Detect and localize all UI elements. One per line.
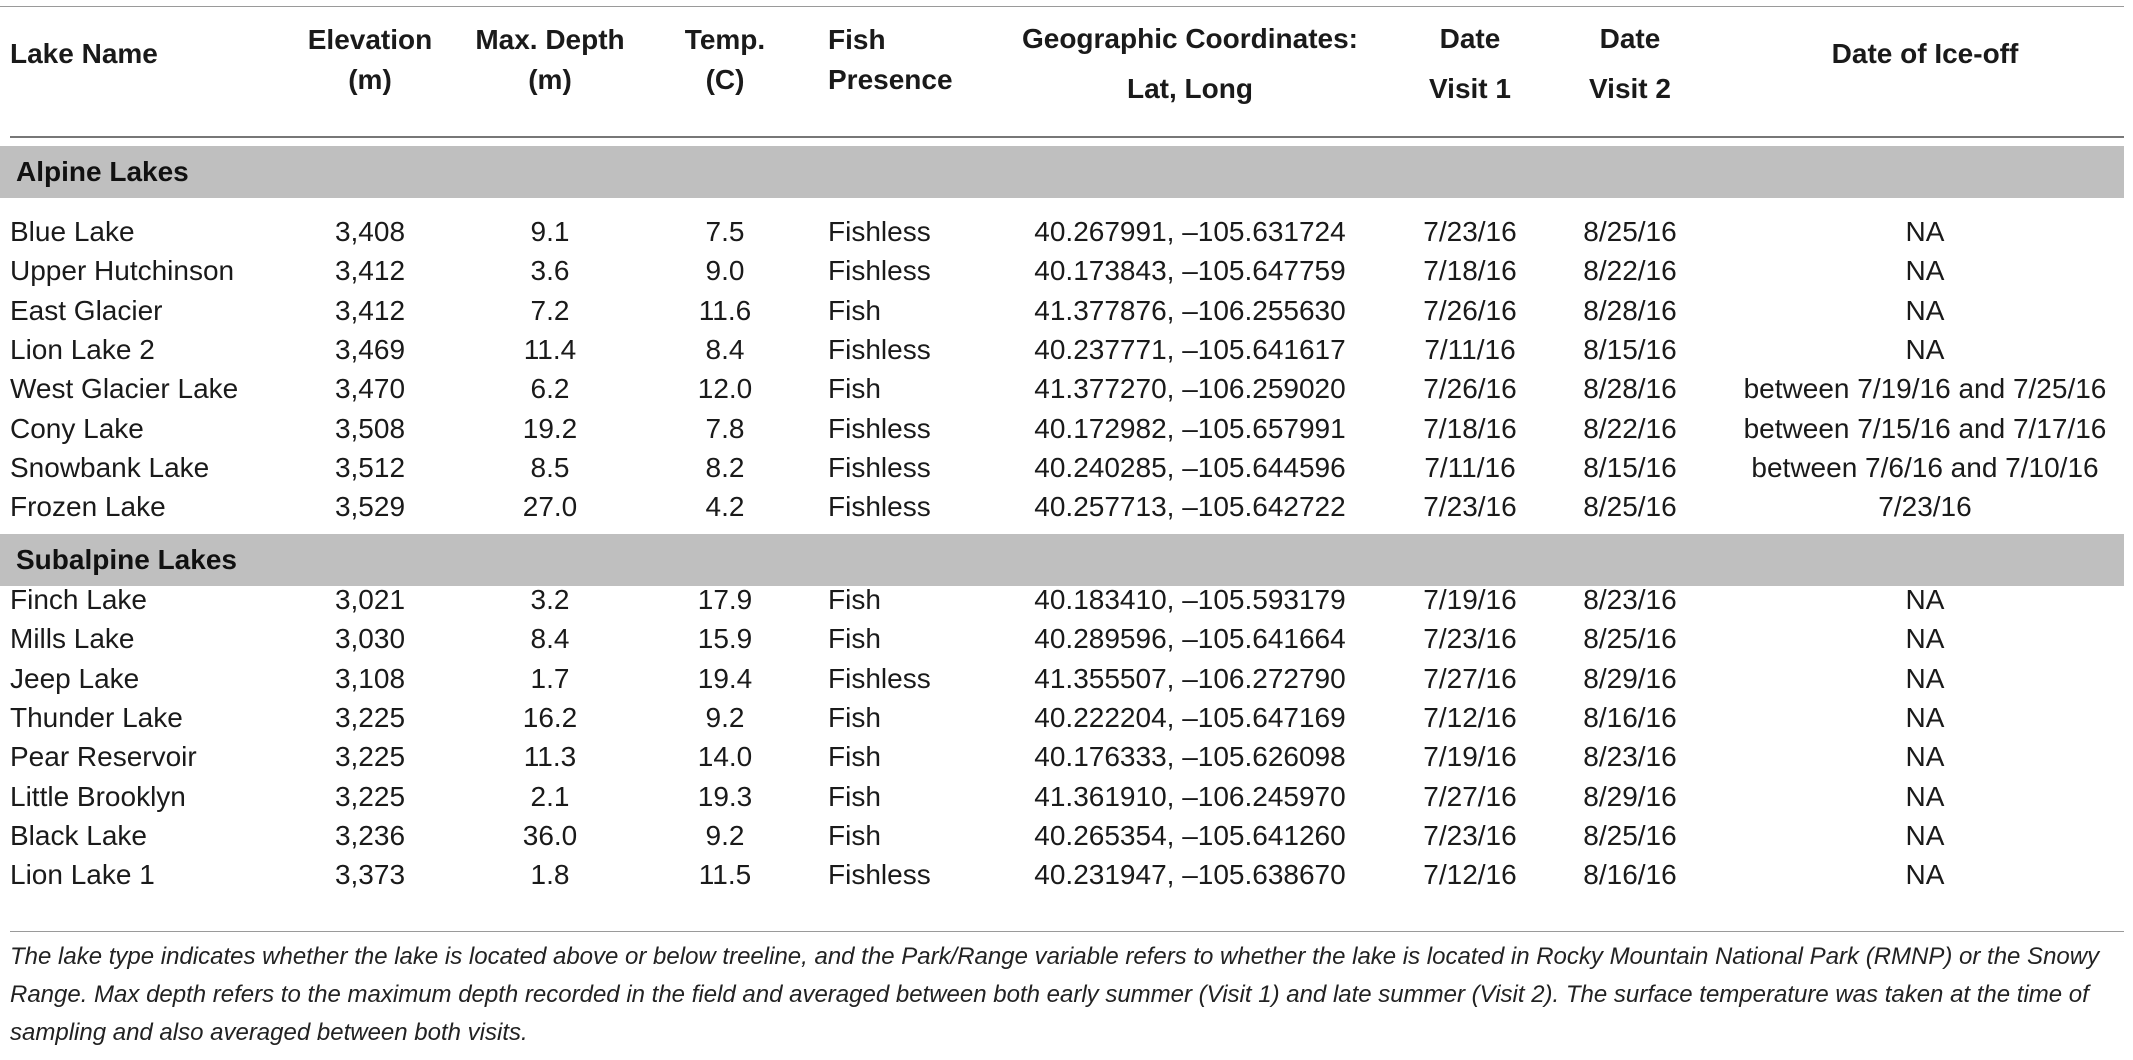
cell-coordinates: 41.355507, –106.272790 [1034,662,1346,694]
table-row [0,369,2124,409]
cell-coordinates: 41.377270, –106.259020 [1034,373,1346,405]
cell-ice-off: NA [1905,780,1945,812]
cell-visit2: 8/29/16 [1583,780,1677,812]
cell-lake-name: Pear Reservoir [10,741,197,773]
cell-coordinates: 40.265354, –105.641260 [1034,819,1346,851]
cell-visit2: 8/15/16 [1583,451,1677,483]
header-temp: Temp. (C) [684,24,766,95]
cell-max-depth: 27.0 [522,491,578,523]
cell-lake-name: Little Brooklyn [10,780,186,812]
table-header [0,14,2124,134]
section-band-alpine [0,146,2124,198]
header-rule [10,136,2124,138]
cell-lake-name: East Glacier [10,294,163,326]
cell-lake-name: Lion Lake 1 [10,859,155,891]
table-row [0,816,2124,856]
cell-temp: 9.0 [705,255,745,287]
cell-lake-name: Finch Lake [10,584,147,615]
header-lake-name: Lake Name [10,38,158,69]
cell-fish-presence: Fish [828,623,881,655]
cell-ice-off: NA [1905,741,1945,773]
cell-visit1: 7/11/16 [1424,451,1516,483]
cell-fish-presence: Fish [828,294,881,326]
cell-lake-name: Upper Hutchinson [10,255,235,287]
cell-max-depth: 3.6 [530,255,570,287]
cell-temp: 11.6 [698,294,752,326]
table-footnote: The lake type indicates whether the lake is located above or below treeline, and the Park/Range variable refers to whether the lake is located in Rocky Mountain National Park (RMNP) or the Snowy Range. Max depth refers to the maximum depth recorded in the field and averaged between both early summer (Visit 1) and late summer (Visit 2). The surface temperature was taken at the time of sampling and also averaged between both visits. [10,943,2100,1046]
cell-coordinates: 40.237771, –105.641617 [1034,333,1346,365]
table-row [0,212,2124,252]
cell-fish-presence: Fish [828,741,881,773]
cell-temp: 8.2 [705,451,745,483]
cell-lake-name: Snowbank Lake [10,451,210,483]
cell-visit2: 8/22/16 [1583,255,1677,287]
cell-elevation: 3,373 [334,859,406,891]
cell-fish-presence: Fishless [828,451,931,483]
cell-lake-name: West Glacier Lake [10,373,239,405]
cell-visit1: 7/18/16 [1423,255,1517,287]
cell-visit2: 8/25/16 [1583,819,1677,851]
table-row [0,291,2124,331]
cell-fish-presence: Fishless [828,216,931,247]
cell-temp: 9.2 [705,819,745,851]
cell-elevation: 3,021 [334,584,406,615]
cell-fish-presence: Fishless [828,333,931,365]
cell-fish-presence: Fishless [828,859,931,891]
cell-coordinates: 40.267991, –105.631724 [1034,216,1346,247]
cell-max-depth: 9.1 [530,216,570,247]
cell-elevation: 3,225 [334,701,406,733]
cell-fish-presence: Fish [828,819,881,851]
cell-fish-presence: Fish [828,584,881,615]
cell-fish-presence: Fishless [828,662,931,694]
table-row [0,580,2124,620]
cell-lake-name: Jeep Lake [10,662,140,694]
cell-elevation: 3,225 [334,741,406,773]
table-row [0,737,2124,777]
cell-max-depth: 36.0 [522,819,578,851]
cell-visit1: 7/23/16 [1423,819,1517,851]
cell-max-depth: 8.5 [530,451,570,483]
cell-visit1: 7/18/16 [1423,412,1517,444]
cell-temp: 15.9 [697,623,753,655]
cell-max-depth: 7.2 [530,294,570,326]
cell-visit2: 8/16/16 [1583,859,1677,891]
table-row [0,251,2124,291]
cell-ice-off: NA [1905,623,1945,655]
cell-visit2: 8/23/16 [1583,741,1677,773]
cell-fish-presence: Fishless [828,412,931,444]
cell-elevation: 3,412 [334,294,406,326]
cell-ice-off: NA [1905,584,1945,615]
cell-max-depth: 2.1 [530,780,570,812]
table-row [0,448,2124,488]
cell-elevation: 3,030 [334,623,406,655]
cell-ice-off: between 7/6/16 and 7/10/16 [1751,451,2099,483]
cell-elevation: 3,470 [334,373,406,405]
cell-temp: 14.0 [697,741,753,773]
cell-ice-off: NA [1905,819,1945,851]
cell-visit1: 7/27/16 [1423,662,1517,694]
cell-temp: 12.0 [697,373,753,405]
cell-ice-off: NA [1905,701,1945,733]
cell-elevation: 3,412 [334,255,406,287]
cell-temp: 4.2 [705,491,745,523]
cell-max-depth: 3.2 [530,584,570,615]
cell-visit2: 8/25/16 [1583,623,1677,655]
cell-temp: 7.8 [705,412,745,444]
cell-max-depth: 16.2 [522,701,578,733]
cell-coordinates: 40.222204, –105.647169 [1034,701,1346,733]
cell-max-depth: 8.4 [530,623,570,655]
cell-coordinates: 40.183410, –105.593179 [1034,584,1346,615]
cell-max-depth: 1.7 [530,662,570,694]
cell-lake-name: Cony Lake [10,412,144,444]
cell-elevation: 3,529 [334,491,406,523]
cell-elevation: 3,512 [334,451,406,483]
cell-max-depth: 11.3 [523,741,577,773]
cell-visit2: 8/25/16 [1583,216,1677,247]
cell-visit2: 8/16/16 [1583,701,1677,733]
cell-visit1: 7/26/16 [1423,294,1517,326]
cell-lake-name: Thunder Lake [10,701,183,733]
cell-lake-name: Lion Lake 2 [10,333,155,365]
cell-temp: 9.2 [705,701,745,733]
header-ice-off: Date of Ice-off [1831,38,2019,69]
header-visit1: Date Visit 1 [1429,23,1511,104]
cell-ice-off: NA [1905,216,1945,247]
table-top-rule [0,6,2124,7]
cell-coordinates: 40.240285, –105.644596 [1034,451,1346,483]
cell-temp: 11.5 [698,859,752,891]
cell-ice-off: between 7/19/16 and 7/25/16 [1743,373,2107,405]
cell-visit2: 8/25/16 [1583,491,1677,523]
cell-max-depth: 1.8 [530,859,570,891]
table-row [0,777,2124,817]
table-row [0,659,2124,699]
cell-visit1: 7/23/16 [1423,216,1517,247]
cell-coordinates: 41.361910, –106.245970 [1034,780,1346,812]
cell-visit1: 7/23/16 [1423,491,1517,523]
header-visit2: Date Visit 2 [1589,23,1671,104]
cell-elevation: 3,225 [334,780,406,812]
cell-elevation: 3,108 [334,662,406,694]
cell-max-depth: 6.2 [530,373,570,405]
cell-ice-off: 7/23/16 [1878,491,1972,523]
cell-visit1: 7/11/16 [1424,333,1516,365]
cell-visit2: 8/23/16 [1583,584,1677,615]
cell-lake-name: Frozen Lake [10,491,166,523]
section-title: Subalpine Lakes [16,544,237,575]
cell-coordinates: 40.257713, –105.642722 [1034,491,1346,523]
cell-elevation: 3,469 [334,333,406,365]
cell-elevation: 3,508 [334,412,406,444]
cell-ice-off: between 7/15/16 and 7/17/16 [1743,412,2107,444]
header-coordinates: Geographic Coordinates: Lat, Long [1021,23,1359,104]
cell-visit1: 7/23/16 [1423,623,1517,655]
table-row [0,698,2124,738]
cell-lake-name: Mills Lake [10,623,135,655]
table-row [0,487,2124,527]
cell-lake-name: Blue Lake [10,216,135,247]
cell-visit1: 7/19/16 [1423,741,1517,773]
cell-visit2: 8/22/16 [1583,412,1677,444]
table-row [0,330,2124,370]
cell-fish-presence: Fish [828,373,881,405]
header-fish-presence: Fish Presence [828,24,953,95]
table-row [0,855,2124,895]
section-band-subalpine [0,534,2124,586]
cell-max-depth: 19.2 [522,412,578,444]
section-title: Alpine Lakes [16,156,189,187]
cell-visit2: 8/28/16 [1583,294,1677,326]
cell-visit2: 8/15/16 [1583,333,1677,365]
cell-coordinates: 40.173843, –105.647759 [1034,255,1346,287]
cell-coordinates: 40.176333, –105.626098 [1034,741,1346,773]
cell-fish-presence: Fish [828,701,881,733]
cell-coordinates: 40.172982, –105.657991 [1034,412,1346,444]
cell-max-depth: 11.4 [523,333,577,365]
cell-visit1: 7/19/16 [1423,584,1517,615]
cell-ice-off: NA [1905,294,1945,326]
table-row [0,619,2124,659]
cell-fish-presence: Fishless [828,255,931,287]
cell-visit1: 7/26/16 [1423,373,1517,405]
cell-coordinates: 41.377876, –106.255630 [1034,294,1346,326]
cell-temp: 8.4 [705,333,745,365]
cell-ice-off: NA [1905,662,1945,694]
cell-temp: 7.5 [705,216,745,247]
cell-temp: 19.4 [697,662,753,694]
cell-visit1: 7/12/16 [1423,859,1517,891]
cell-visit1: 7/27/16 [1423,780,1517,812]
cell-coordinates: 40.231947, –105.638670 [1034,859,1346,891]
cell-temp: 19.3 [697,780,753,812]
table-row [0,409,2124,449]
cell-lake-name: Black Lake [10,819,147,851]
cell-ice-off: NA [1905,859,1945,891]
cell-elevation: 3,408 [334,216,406,247]
cell-temp: 17.9 [697,584,753,615]
cell-visit1: 7/12/16 [1423,701,1517,733]
header-max-depth: Max. Depth (m) [475,24,625,95]
header-elevation: Elevation (m) [307,24,433,95]
cell-elevation: 3,236 [334,819,406,851]
cell-ice-off: NA [1905,255,1945,287]
cell-fish-presence: Fishless [828,491,931,523]
cell-visit2: 8/29/16 [1583,662,1677,694]
cell-ice-off: NA [1905,333,1945,365]
cell-coordinates: 40.289596, –105.641664 [1034,623,1346,655]
cell-fish-presence: Fish [828,780,881,812]
table-bottom-rule [10,931,2124,932]
cell-visit2: 8/28/16 [1583,373,1677,405]
